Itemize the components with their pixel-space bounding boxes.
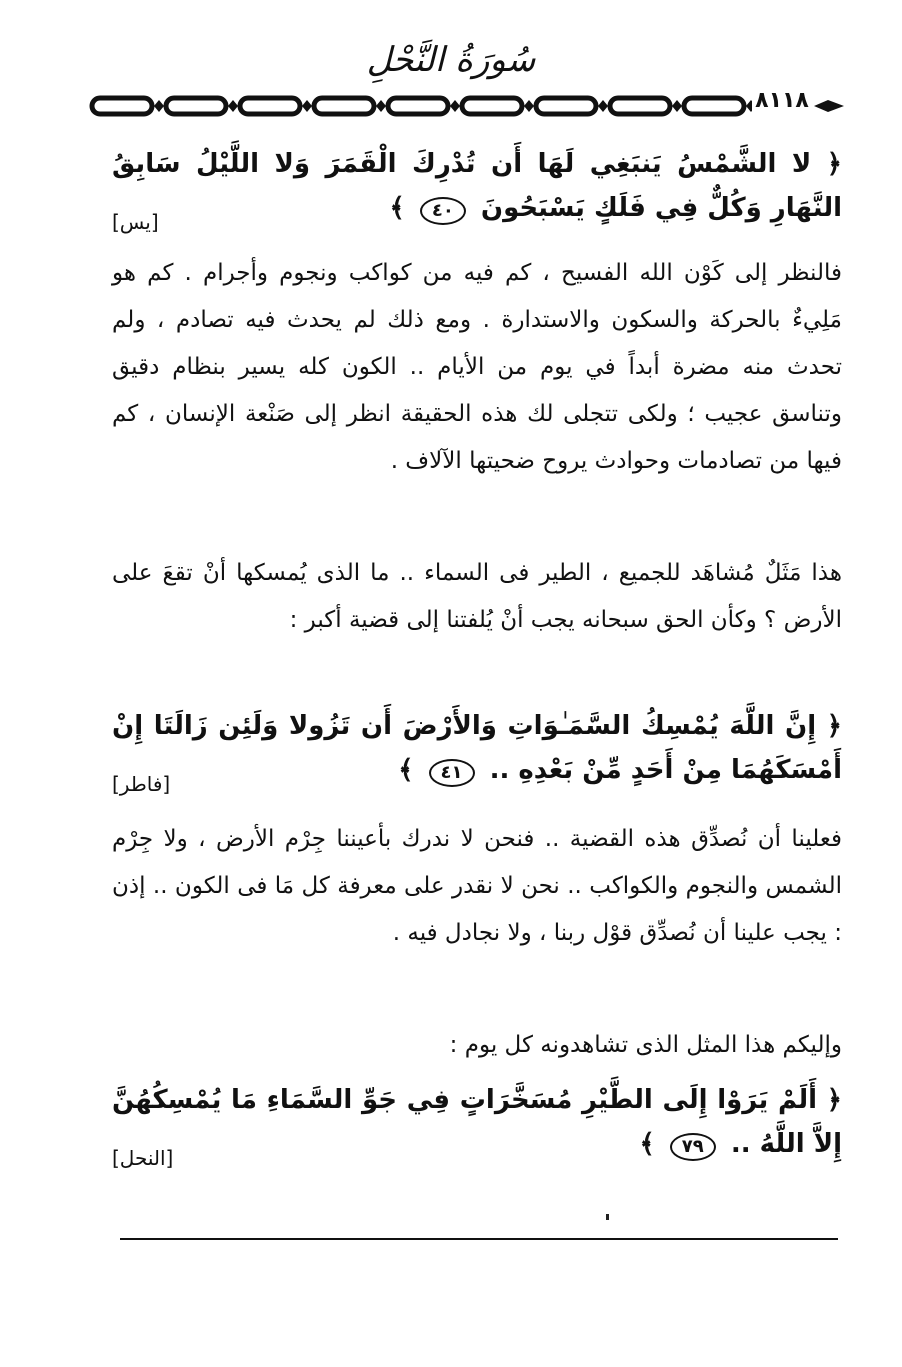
paragraph-daily-example: وإليكم هذا المثل الذى تشاهدونه كل يوم : xyxy=(449,1032,842,1058)
ayah-number: ٤١ xyxy=(429,759,475,787)
ayah-number: ٤٠ xyxy=(420,197,466,225)
paragraph-universe: فالنظر إلى كَوْن الله الفسيح ، كم فيه من كواكب ونجوم وأجرام . كم هو مَلِيءٌ بالحركة والسكون والاستدارة . ومع ذلك لم يحدث فيه تصادم ، ولم تحدث منه مضرة أبداً في يوم من الأيام .. الكون كله يسير بنظام دقيق وتناسق عجيب ؛ ولكى تتجلى لك هذه الحقيقة انظر إلى صَنْعة الإنسان ، كم فيها من تصادمات وحوادث يروح ضحيتها الآلاف . xyxy=(112,260,842,474)
page-number: ٨١١٨ xyxy=(752,88,812,113)
verse-source: [النحل] xyxy=(112,1146,174,1170)
ayah-number: ٧٩ xyxy=(670,1133,716,1161)
verse-fatir-41 xyxy=(112,704,842,792)
stray-mark xyxy=(606,1214,609,1220)
verse-source: [فاطر] xyxy=(112,772,171,796)
verse-open-bracket: ﴿ xyxy=(826,711,842,741)
footer-rule xyxy=(120,1238,838,1240)
verse-open-bracket: ﴿ xyxy=(826,1085,842,1115)
verse-close-bracket: ﴾ xyxy=(639,1129,655,1159)
verse-nahl-79 xyxy=(112,1078,842,1166)
verse-yasin-40 xyxy=(112,142,842,230)
verse-text: لا الشَّمْسُ يَنبَغِي لَهَا أَن تُدْرِكَ الْقَمَرَ وَلا اللَّيْلُ سَابِقُ النَّهَارِ وَكُلٌّ فِي فَلَكٍ يَسْبَحُونَ xyxy=(112,149,842,223)
verse-source: [يس] xyxy=(112,210,159,234)
verse-text: أَلَمْ يَرَوْا إِلَى الطَّيْرِ مُسَخَّرَاتٍ فِي جَوِّ السَّمَاءِ مَا يُمْسِكُهُنَّ إِلاَّ اللَّهُ .. xyxy=(112,1085,842,1159)
verse-close-bracket: ﴾ xyxy=(389,193,405,223)
verse-text: إِنَّ اللَّهَ يُمْسِكُ السَّمَـٰوَاتِ وَالأَرْضَ أَن تَزُولا وَلَئِن زَالَتَا إِنْ أَمْسَكَهُمَا مِنْ أَحَدٍ مِّنْ بَعْدِهِ .. xyxy=(112,711,842,785)
surah-title: سُورَةُ النَّحْلِ xyxy=(366,40,536,80)
verse-open-bracket: ﴿ xyxy=(826,149,842,179)
paragraph-belief: فعلينا أن نُصدِّق هذه القضية .. فنحن لا ندرك بأعيننا جِرْم الأرض ، ولا جِرْم الشمس والنجوم والكواكب .. نحن لا نقدر على معرفة كل مَا فى الكون .. إذن : يجب علينا أن نُصدِّق قوْل ربنا ، ولا نجادل فيه . xyxy=(112,826,842,946)
verse-close-bracket: ﴾ xyxy=(398,755,414,785)
paragraph-bird-example: هذا مَثَلٌ مُشاهَد للجميع ، الطير فى السماء .. ما الذى يُمسكها أنْ تقعَ على الأرض ؟ وكأن الحق سبحانه يجب أنْ يُلفتنا إلى قضية أكبر : xyxy=(112,560,842,633)
ornament-border xyxy=(88,92,848,120)
